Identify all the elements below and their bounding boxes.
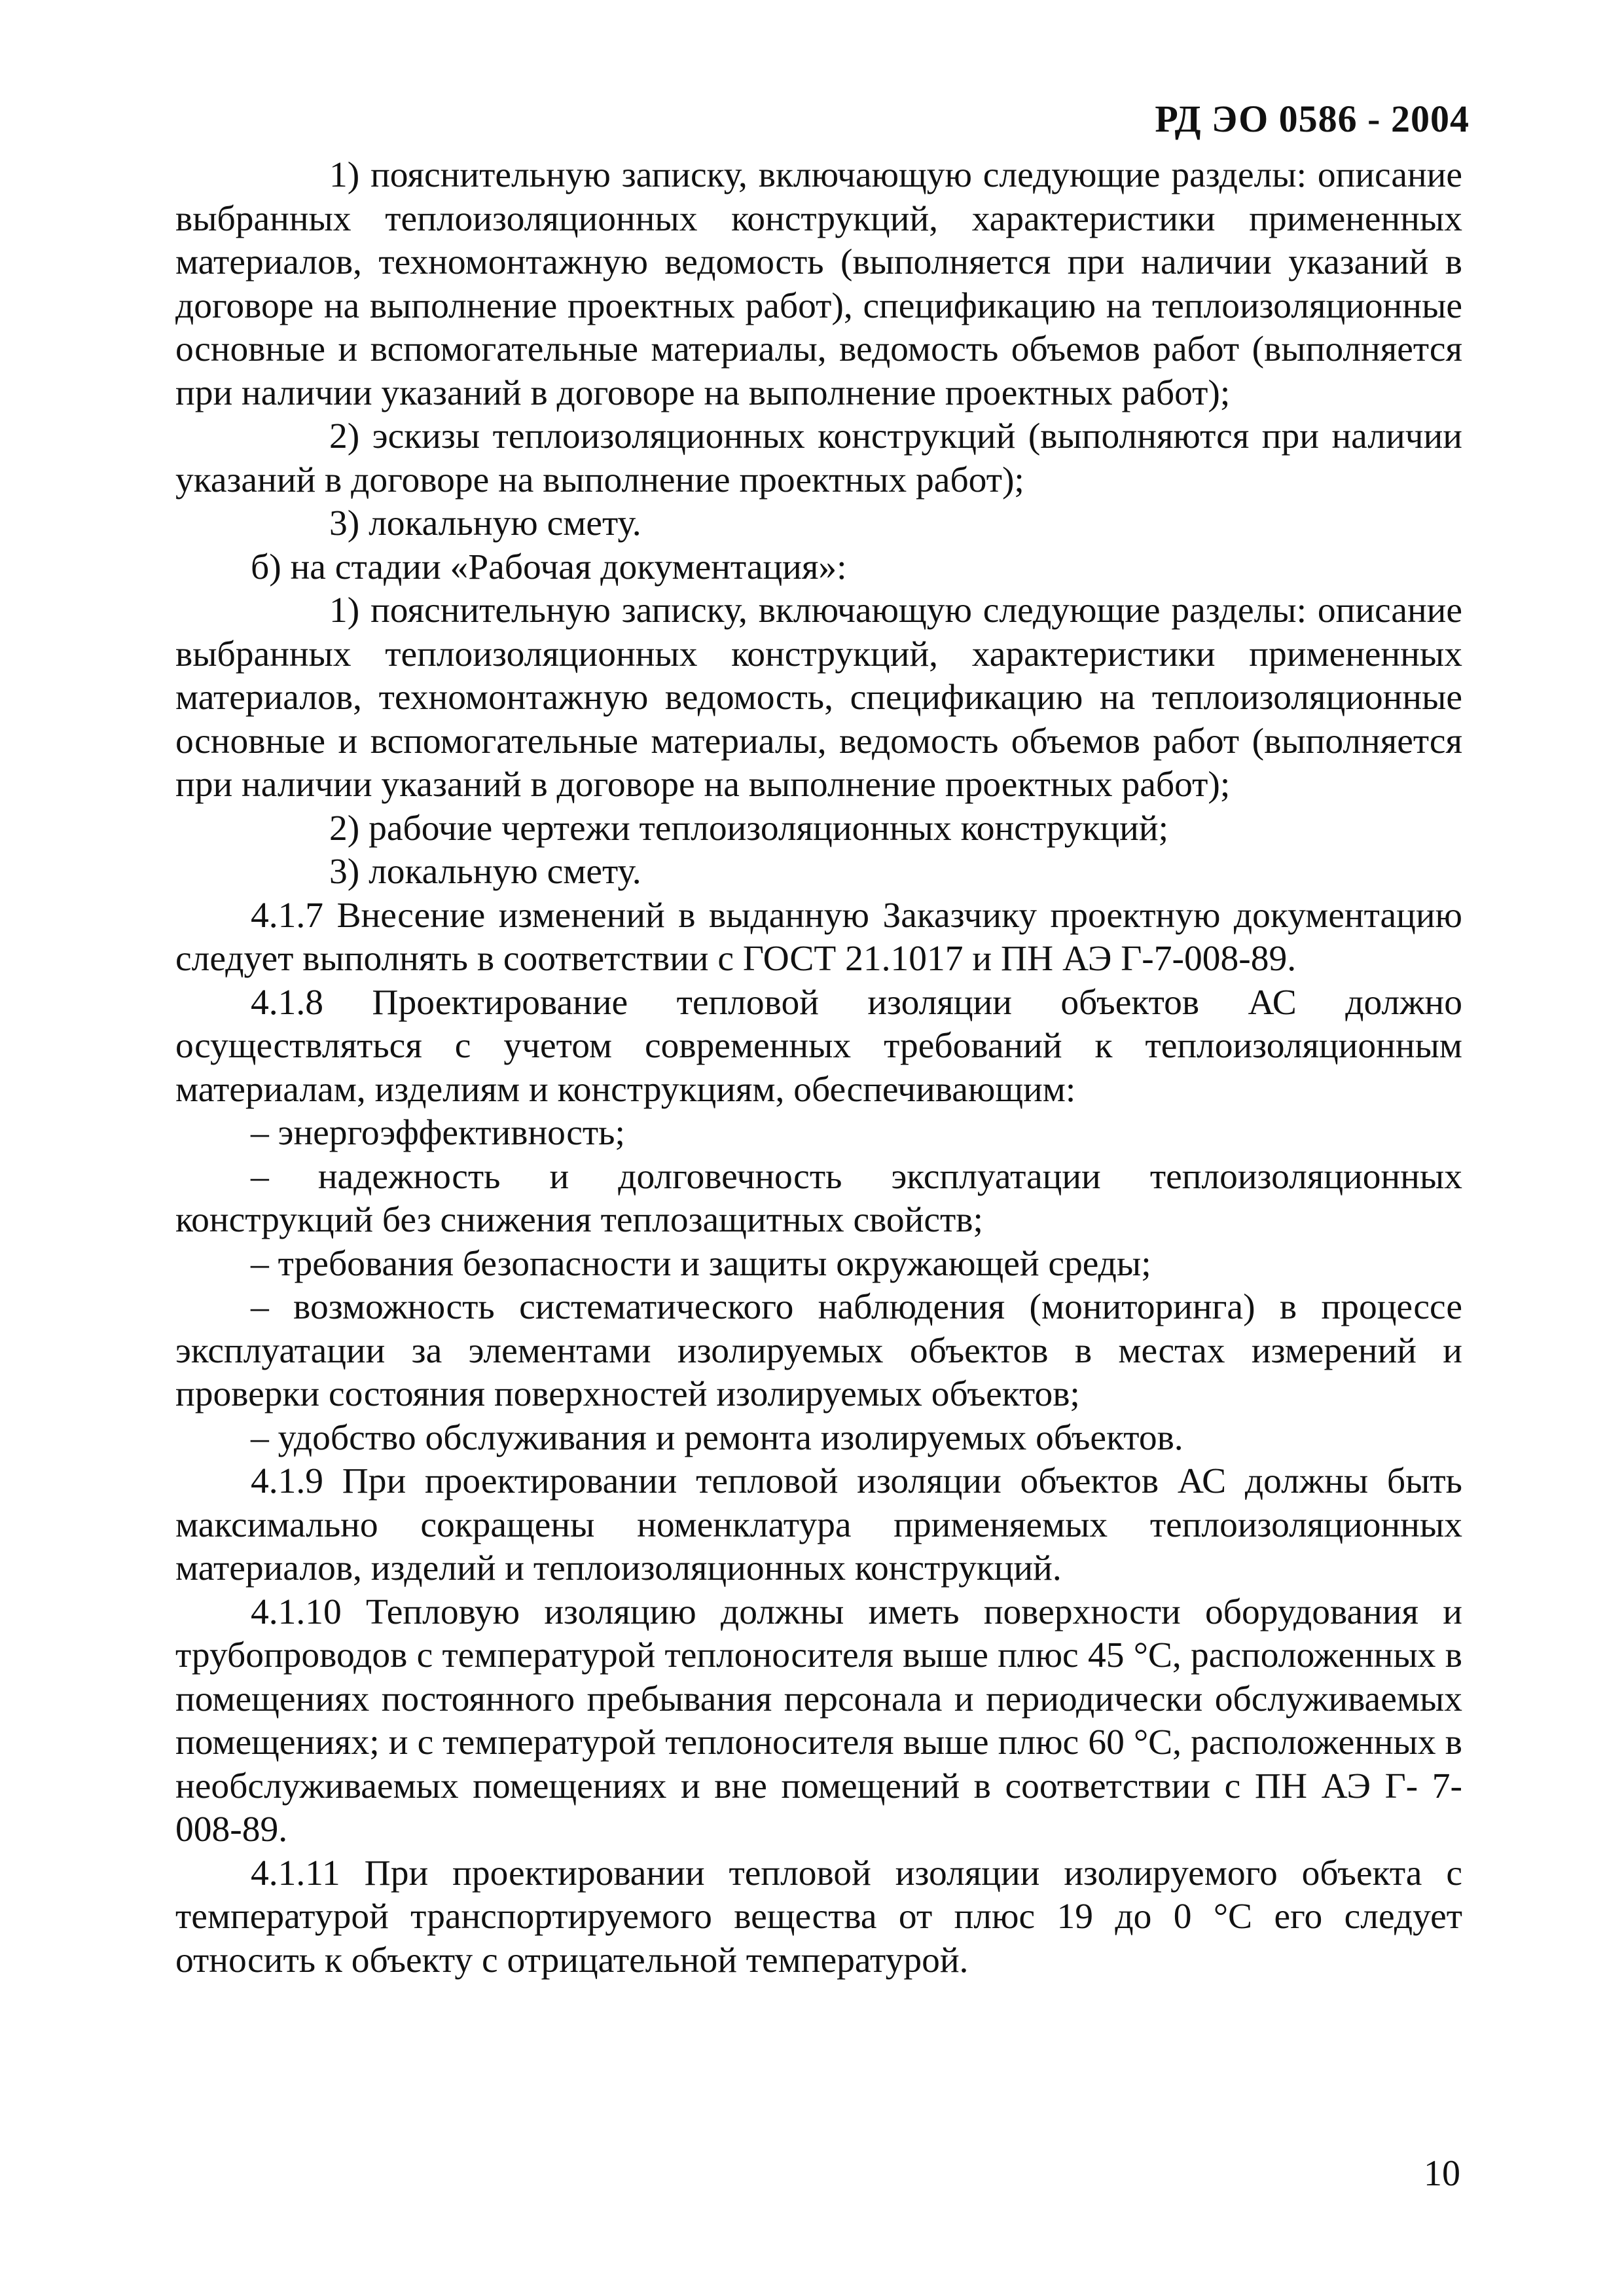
body-text (175, 154, 1462, 1982)
paragraph-working-drawings: 2) рабочие чертежи теплоизоляционных конструкций; (329, 808, 1169, 848)
paragraph-local-estimate-2: 3) локальную смету. (329, 852, 641, 892)
list-item-maintenance: – удобство обслуживания и ремонта изолируемых объектов. (251, 1417, 1183, 1458)
paragraph-explanatory-note-working: 1) пояснительную записку, включающую следующие разделы: описание выбранных теплоизоляционных конструкций, характеристики примененных материалов, техномонтажную ведомость, спецификацию на теплоизоляционные основные и вспомогательные материалы, ведомость объемов работ (выполняется при наличии указаний в договоре на выполнение проектных работ); (175, 591, 1462, 805)
clause-4-1-10: 4.1.10 Тепловую изоляцию должны иметь поверхности оборудования и трубопроводов с температурой теплоносителя выше плюс 45 °С, расположенных в помещениях постоянного пребывания персонала и периодически обслуживаемых помещениях; и с температурой теплоносителя выше плюс 60 °С, расположенных в необслуживаемых помещениях и вне помещений в соответствии с ПН АЭ Г- 7-008-89. (175, 1592, 1462, 1850)
paragraph-local-estimate-1: 3) локальную смету. (329, 503, 641, 543)
list-item-monitoring: – возможность систематического наблюдения (мониторинга) в процессе эксплуатации за элементами изолируемых объектов в местах измерений и проверки состояния поверхностей изолируемых объектов; (175, 1287, 1462, 1414)
clause-4-1-8: 4.1.8 Проектирование тепловой изоляции объектов АС должно осуществляться с учетом современных требований к теплоизоляционным материалам, изделиям и конструкциям, обеспечивающим: (175, 982, 1462, 1110)
clause-4-1-11: 4.1.11 При проектировании тепловой изоляции изолируемого объекта с температурой транспортируемого вещества от плюс 19 до 0 °С его следует относить к объекту с отрицательной температурой. (175, 1853, 1462, 1980)
paragraph-explanatory-note-design: 1) пояснительную записку, включающую следующие разделы: описание выбранных теплоизоляционных конструкций, характеристики примененных материалов, техномонтажную ведомость (выполняется при наличии указаний в договоре на выполнение проектных работ), спецификацию на теплоизоляционные основные и вспомогательные материалы, ведомость объемов работ (выполняется при наличии указаний в договоре на выполнение проектных работ); (175, 155, 1462, 413)
document-code-header: РД ЭО 0586 - 2004 (1155, 98, 1470, 140)
clause-4-1-7: 4.1.7 Внесение изменений в выданную Заказчику проектную документацию следует выполнять в соответствии с ГОСТ 21.1017 и ПН АЭ Г-7-008-89. (175, 895, 1462, 979)
paragraph-sketches: 2) эскизы теплоизоляционных конструкций (выполняются при наличии указаний в договоре на выполнение проектных работ); (175, 416, 1462, 500)
list-item-safety: – требования безопасности и защиты окружающей среды; (251, 1243, 1151, 1284)
list-item-energy-efficiency: – энергоэффективность; (251, 1113, 625, 1153)
page-number: 10 (1424, 2153, 1460, 2194)
paragraph-working-documentation-stage: б) на стадии «Рабочая документация»: (251, 547, 847, 587)
list-item-reliability: – надежность и долговечность эксплуатации теплоизоляционных конструкций без снижения теплозащитных свойств; (175, 1156, 1462, 1240)
clause-4-1-9: 4.1.9 При проектировании тепловой изоляции объектов АС должны быть максимально сокращены номенклатура применяемых теплоизоляционных материалов, изделий и теплоизоляционных конструкций. (175, 1461, 1462, 1588)
